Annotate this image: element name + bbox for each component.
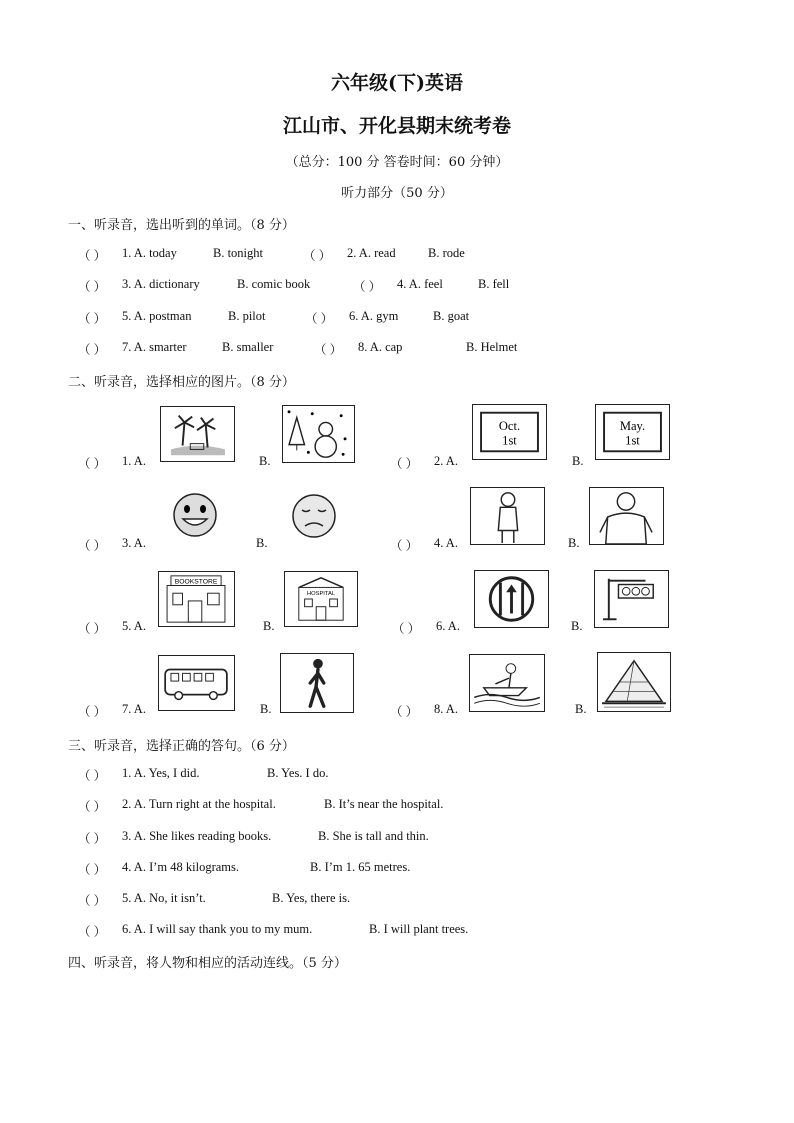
oct-day-text: 1st xyxy=(502,433,517,448)
oct-text: Oct. xyxy=(498,419,521,434)
s2-q7-a-label: 7. A. xyxy=(122,702,146,716)
s1-q3-paren: （ ） xyxy=(78,280,107,294)
snowman-picture xyxy=(282,405,355,463)
strong-man-picture xyxy=(589,487,664,545)
section4-heading: 四、听录音，将人物和相应的活动连线。（5 分） xyxy=(68,956,347,971)
hospital-sign-text: HOSPITAL xyxy=(306,591,336,598)
may-day-text: 1st xyxy=(625,433,640,448)
s1-q3-b: B. comic book xyxy=(237,277,311,291)
section2-heading: 二、听录音，选择相应的图片。（8 分） xyxy=(68,375,295,390)
s2-q7-paren: （ ） xyxy=(78,705,107,719)
s1-q2-b: B. rode xyxy=(428,246,465,260)
s1-q1-b: B. tonight xyxy=(213,246,264,260)
s1-q6-paren: （ ） xyxy=(305,312,334,326)
bus-picture xyxy=(158,655,235,711)
s2-q3-b-label: B. xyxy=(256,536,268,550)
rowing-boat-picture xyxy=(469,654,545,712)
s2-q3-paren: （ ） xyxy=(78,539,107,553)
s1-q5-b: B. pilot xyxy=(228,309,266,323)
s3-q6-paren: （ ） xyxy=(78,925,107,939)
s1-q4-paren: （ ） xyxy=(353,280,382,294)
s1-q7-b: B. smaller xyxy=(222,340,274,354)
s3-q1-paren: （ ） xyxy=(78,769,107,783)
section1-heading: 一、听录音，选出听到的单词。（8 分） xyxy=(68,218,295,233)
s1-q7-paren: （ ） xyxy=(78,343,107,357)
s1-q6-a: 6. A. gym xyxy=(349,309,399,323)
s2-q8-b-label: B. xyxy=(575,702,587,716)
go-straight-sign-picture xyxy=(474,570,549,628)
s3-q4-a: 4. A. I’m 48 kilograms. xyxy=(122,860,240,874)
s3-q2-paren: （ ） xyxy=(78,800,107,814)
score-info: （总分：100 分 答卷时间：60 分钟） xyxy=(285,155,509,170)
s2-q8-a-label: 8. A. xyxy=(434,702,458,716)
sad-face-picture xyxy=(277,488,351,545)
s2-q6-b-label: B. xyxy=(571,619,583,633)
s3-q6-a: 6. A. I will say thank you to my mum. xyxy=(122,922,313,936)
s2-q4-a-label: 4. A. xyxy=(434,536,458,550)
s2-q2-a-label: 2. A. xyxy=(434,454,458,468)
calendar-oct-picture xyxy=(472,404,547,460)
s1-q3-a: 3. A. dictionary xyxy=(122,277,200,291)
s3-q2-b: B. It’s near the hospital. xyxy=(324,797,444,811)
s3-q1-b: B. Yes. I do. xyxy=(267,766,329,780)
s1-q6-b: B. goat xyxy=(433,309,470,323)
s3-q5-a: 5. A. No, it isn’t. xyxy=(122,891,206,905)
s2-q1-paren: （ ） xyxy=(78,457,107,471)
s1-row1: （ ） xyxy=(78,249,107,263)
s2-q2-b-label: B. xyxy=(572,454,584,468)
s2-q1-b-label: B. xyxy=(259,454,271,468)
s1-q8-b: B. Helmet xyxy=(466,340,518,354)
s2-q3-a-label: 3. A. xyxy=(122,536,146,550)
page-title: 六年级(下)英语 xyxy=(331,72,463,94)
s1-q7-a: 7. A. smarter xyxy=(122,340,187,354)
s2-q4-b-label: B. xyxy=(568,536,580,550)
listening-part-title: 听力部分（50 分） xyxy=(341,186,453,201)
s1-q4-a: 4. A. feel xyxy=(397,277,443,291)
pyramid-picture xyxy=(597,652,671,712)
s3-q3-b: B. She is tall and thin. xyxy=(318,829,429,843)
s2-q6-paren: （ ） xyxy=(392,622,421,636)
s1-q5-a: 5. A. postman xyxy=(122,309,192,323)
s1-q1-a: 1. A. today xyxy=(122,246,177,260)
s1-q8-paren: （ ） xyxy=(314,343,343,357)
s3-q4-paren: （ ） xyxy=(78,863,107,877)
s3-q5-paren: （ ） xyxy=(78,894,107,908)
s2-q2-paren: （ ） xyxy=(390,457,419,471)
bookstore-picture xyxy=(158,571,235,627)
s2-q6-a-label: 6. A. xyxy=(436,619,460,633)
bookstore-sign-text: BOOKSTORE xyxy=(174,578,218,586)
s2-q1-a-label: 1. A. xyxy=(122,454,146,468)
hospital-picture xyxy=(284,571,358,627)
s3-q3-a: 3. A. She likes reading books. xyxy=(122,829,272,843)
s3-q2-a: 2. A. Turn right at the hospital. xyxy=(122,797,276,811)
exam-subtitle: 江山市、开化县期末统考卷 xyxy=(282,115,511,137)
beach-picture xyxy=(160,406,235,462)
section3-heading: 三、听录音，选择正确的答句。（6 分） xyxy=(68,739,295,754)
s1-q8-a: 8. A. cap xyxy=(358,340,403,354)
traffic-light-picture xyxy=(594,570,669,628)
thin-man-picture xyxy=(470,487,545,545)
s1-q5-paren: （ ） xyxy=(78,312,107,326)
s3-q1-a: 1. A. Yes, I did. xyxy=(122,766,200,780)
happy-face-picture xyxy=(157,487,233,543)
calendar-may-picture xyxy=(595,404,670,460)
may-text: May. xyxy=(619,419,646,434)
s2-q7-b-label: B. xyxy=(260,702,272,716)
s1-q2-paren: （ ） xyxy=(303,249,332,263)
s2-q8-paren: （ ） xyxy=(390,705,419,719)
s3-q5-b: B. Yes, there is. xyxy=(272,891,351,905)
s2-q4-paren: （ ） xyxy=(390,539,419,553)
s1-q2-a: 2. A. read xyxy=(347,246,396,260)
s3-q6-b: B. I will plant trees. xyxy=(369,922,469,936)
walking-man-picture xyxy=(280,653,354,713)
s1-q4-b: B. fell xyxy=(478,277,510,291)
s2-q5-paren: （ ） xyxy=(78,622,107,636)
s3-q4-b: B. I’m 1. 65 metres. xyxy=(310,860,411,874)
s2-q5-a-label: 5. A. xyxy=(122,619,146,633)
s2-q5-b-label: B. xyxy=(263,619,275,633)
s3-q3-paren: （ ） xyxy=(78,832,107,846)
